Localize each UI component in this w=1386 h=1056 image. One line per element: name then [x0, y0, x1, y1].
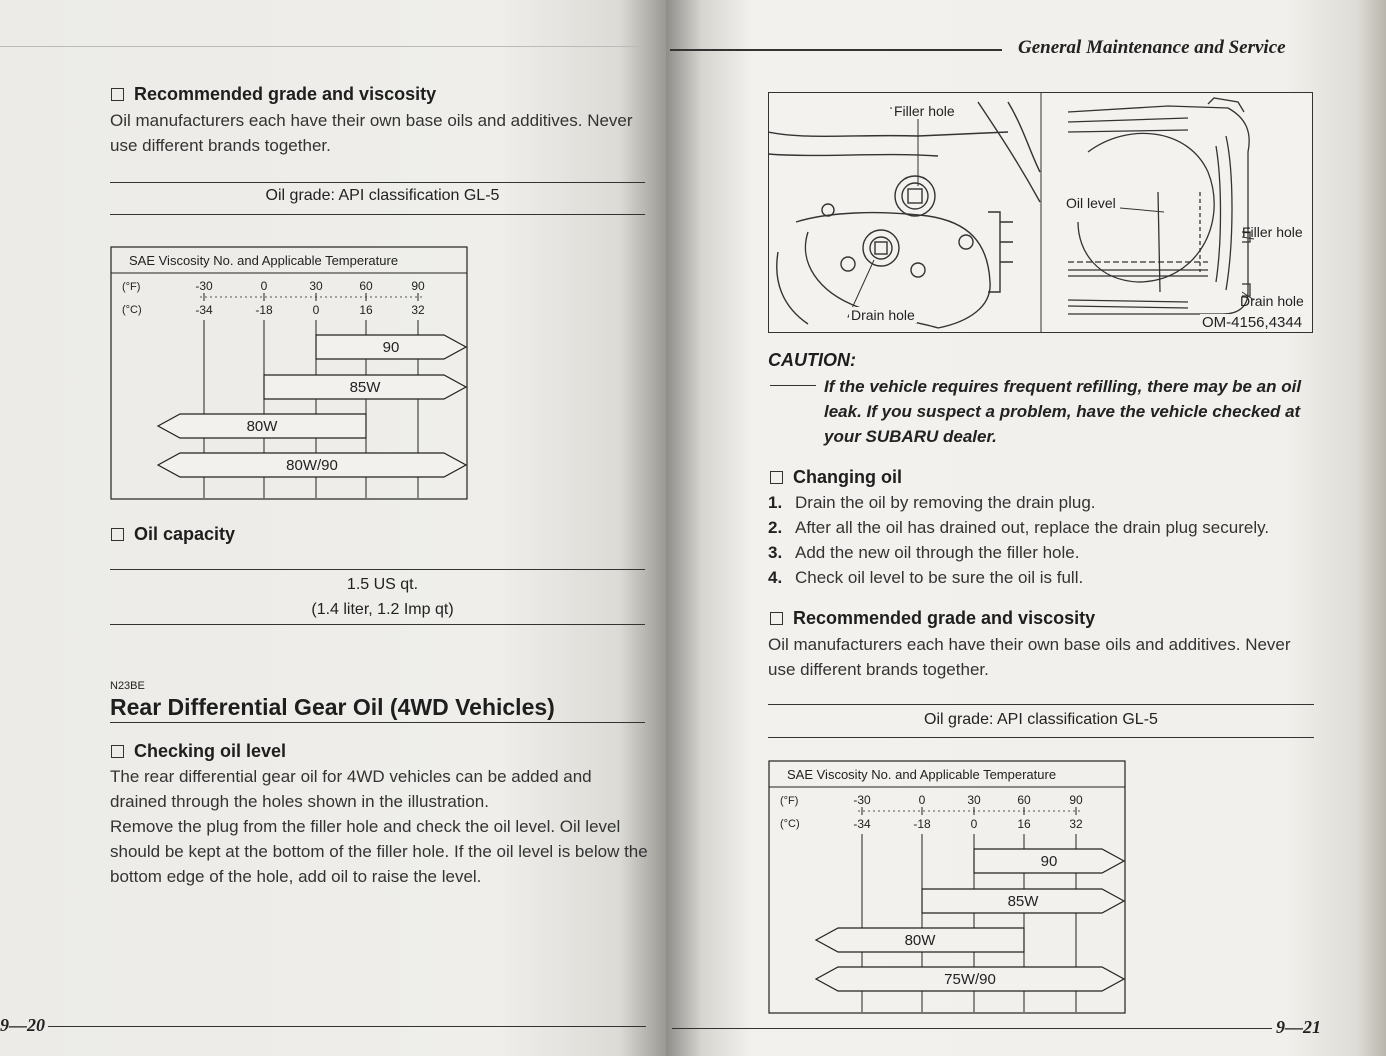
- step-text: After all the oil has drained out, replace the drain plug securely.: [795, 518, 1270, 537]
- oil-grade: Oil grade: API classification GL-5: [924, 711, 1158, 728]
- page-number: 9—20: [0, 1015, 45, 1035]
- section-recommended-grade: [770, 608, 1095, 629]
- rule: [110, 569, 645, 570]
- f-tick-label: 60: [359, 279, 373, 293]
- label-filler-hole: Filler hole: [894, 103, 955, 119]
- rule: [768, 737, 1314, 738]
- f-tick-label: -30: [853, 793, 871, 807]
- chart-title: SAE Viscosity No. and Applicable Temperature: [787, 767, 1057, 782]
- rule: [110, 182, 645, 183]
- heading-rule: [110, 722, 645, 723]
- step-3: [768, 540, 1328, 565]
- section-recommended-grade: [111, 84, 436, 105]
- c-tick-label: -34: [195, 303, 213, 317]
- top-rule: [0, 46, 645, 47]
- changing-oil-steps: [768, 490, 1328, 590]
- step-4: [768, 565, 1328, 590]
- f-tick-label: 30: [967, 793, 981, 807]
- section-title: Oil capacity: [134, 524, 236, 544]
- c-tick-label: 0: [970, 817, 978, 831]
- grade-label: 80W: [246, 418, 278, 435]
- viscosity-chart: [110, 246, 468, 500]
- caution-text: If the vehicle requires frequent refilling, there may be an oil leak. If you suspect a problem, have the vehicle checked at your SUBARU dealer.: [824, 377, 1302, 446]
- c-tick-label: 0: [312, 303, 320, 317]
- grade-label: 85W: [1007, 893, 1039, 910]
- step-number: 1.: [768, 493, 783, 512]
- grade-label: 90: [382, 339, 400, 356]
- c-tick-label: -18: [255, 303, 273, 317]
- checkbox-square-icon: [111, 745, 124, 758]
- c-tick-label: -34: [853, 817, 871, 831]
- footer-rule: [672, 1028, 1272, 1029]
- c-label: (°C): [780, 818, 800, 830]
- step-number: 2.: [768, 518, 783, 537]
- grade-label: 80W/90: [286, 457, 338, 474]
- section-code: N23BE: [110, 680, 145, 692]
- step-1: [768, 490, 1328, 515]
- c-tick-label: 32: [1069, 817, 1083, 831]
- step-text: Check oil level to be sure the oil is full.: [795, 568, 1084, 587]
- running-header: General Maintenance and Service: [1018, 37, 1286, 58]
- figure-code: OM-4156,4344: [1202, 314, 1303, 331]
- right-page: [666, 0, 1386, 1056]
- f-tick-label: 0: [918, 793, 926, 807]
- paragraph-1: The rear differential gear oil for 4WD vehicles can be added and drained through the holes shown in the illustration.: [110, 767, 592, 811]
- f-label: (°F): [122, 281, 141, 293]
- caution-dash: [770, 385, 816, 386]
- section-body: Oil manufacturers each have their own base oils and additives. Never use different brands together.: [110, 111, 633, 155]
- left-page: [0, 0, 666, 1056]
- label-drain-hole-section: Drain hole: [1240, 293, 1304, 309]
- paragraph-2: Remove the plug from the filler hole and check the oil level. Oil level should be kept at the bottom of the filler hole. If the oil level is below the bottom edge of the hole, add oil to raise the level.: [110, 817, 648, 886]
- f-label: (°F): [780, 795, 799, 807]
- capacity-us: 1.5 US qt.: [346, 576, 419, 593]
- viscosity-chart: [768, 760, 1126, 1014]
- caution-title: CAUTION:: [768, 350, 856, 370]
- f-tick-label: 90: [411, 279, 425, 293]
- step-number: 4.: [768, 568, 783, 587]
- section-oil-capacity: [111, 524, 235, 545]
- c-tick-label: 32: [411, 303, 425, 317]
- section-title: Changing oil: [793, 467, 902, 487]
- f-tick-label: 60: [1017, 793, 1031, 807]
- grade-label: 90: [1040, 853, 1058, 870]
- chart-title: SAE Viscosity No. and Applicable Temperature: [129, 253, 399, 268]
- header-rule: [670, 49, 1002, 51]
- c-tick-label: -18: [913, 817, 931, 831]
- c-tick-label: 16: [1017, 817, 1031, 831]
- f-tick-label: 0: [260, 279, 268, 293]
- capacity-metric: (1.4 liter, 1.2 Imp qt): [311, 601, 454, 618]
- f-tick-label: 30: [309, 279, 323, 293]
- rule: [768, 704, 1314, 705]
- checkbox-square-icon: [770, 471, 783, 484]
- label-oil-level: Oil level: [1066, 195, 1116, 211]
- checkbox-square-icon: [111, 528, 124, 541]
- oil-grade: Oil grade: API classification GL-5: [265, 187, 500, 204]
- grade-label: 85W: [349, 379, 381, 396]
- rule: [110, 214, 645, 215]
- checkbox-square-icon: [770, 612, 783, 625]
- label-drain-hole: Drain hole: [851, 307, 915, 323]
- c-tick-label: 16: [359, 303, 373, 317]
- grade-label: 75W/90: [944, 971, 996, 988]
- f-tick-label: 90: [1069, 793, 1083, 807]
- section-title: Checking oil level: [134, 741, 287, 761]
- section-title: Recommended grade and viscosity: [134, 84, 437, 104]
- differential-figure: [768, 92, 1314, 334]
- section-title: Recommended grade and viscosity: [793, 608, 1096, 628]
- c-label: (°C): [122, 304, 142, 316]
- heading-rear-differential: Rear Differential Gear Oil (4WD Vehicles): [110, 694, 555, 720]
- label-filler-hole-section: Filler hole: [1242, 224, 1303, 240]
- f-tick-label: -30: [195, 279, 213, 293]
- grade-label: 80W: [904, 932, 936, 949]
- step-number: 3.: [768, 543, 783, 562]
- step-text: Drain the oil by removing the drain plug.: [795, 493, 1096, 512]
- checkbox-square-icon: [111, 88, 124, 101]
- rule: [110, 624, 645, 625]
- section-checking-oil-level: [111, 741, 286, 762]
- step-2: [768, 515, 1328, 540]
- section-changing-oil: [770, 467, 902, 488]
- section-body: Oil manufacturers each have their own base oils and additives. Never use different brands together.: [768, 635, 1291, 679]
- footer-rule: [48, 1026, 646, 1027]
- page-number: 9—21: [1276, 1017, 1321, 1037]
- step-text: Add the new oil through the filler hole.: [795, 543, 1080, 562]
